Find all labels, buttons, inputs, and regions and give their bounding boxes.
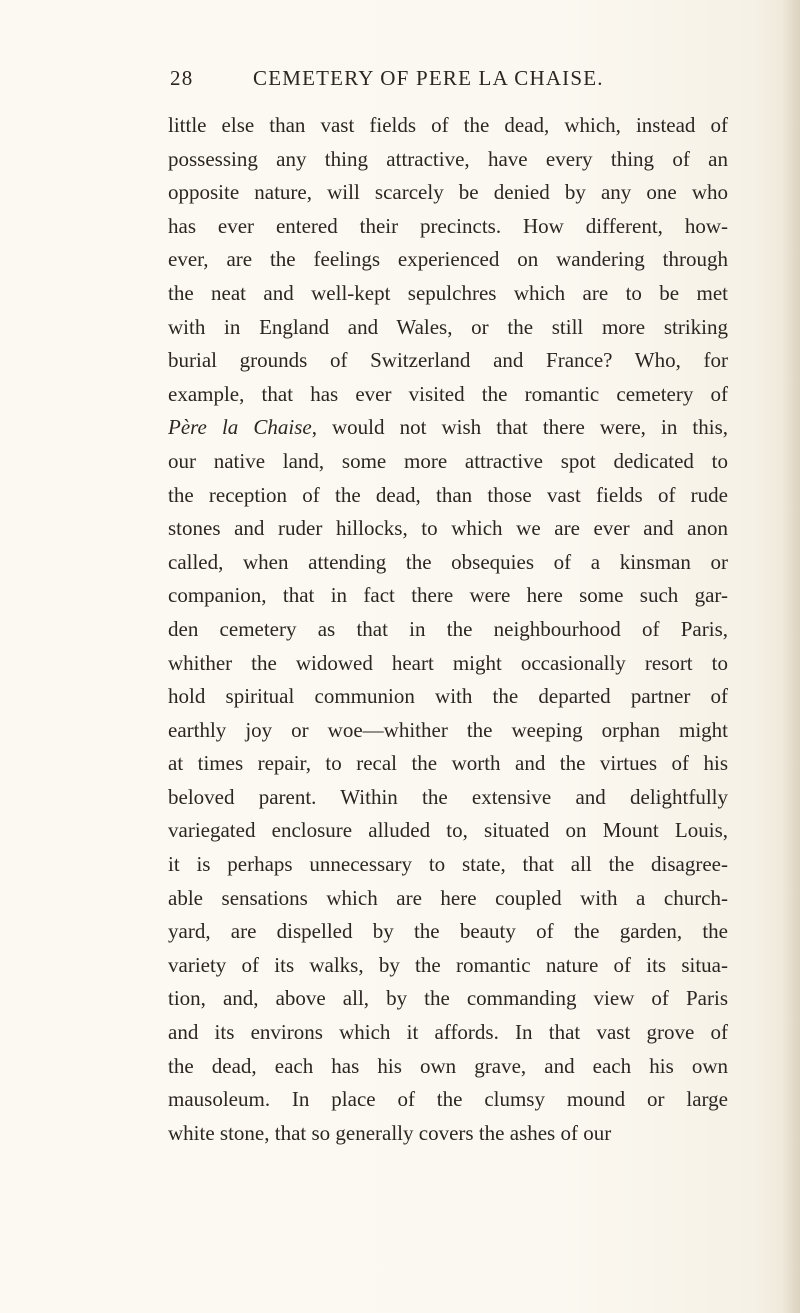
text-line: companion, that in fact there were here some such gar-: [168, 583, 728, 608]
text-line: den cemetery as that in the neighbourhood of Paris,: [168, 616, 728, 641]
text-line: with in England and Wales, or the still more striking: [168, 314, 728, 339]
text-line: [168, 411, 728, 445]
text-line-rest: , would not wish that there were, in this,: [311, 415, 728, 440]
text-line: stones and ruder hillocks, to which we are ever and anon: [168, 516, 728, 541]
text-line: has ever entered their precincts. How different, how-: [168, 213, 728, 238]
text-line: example, that has ever visited the romantic cemetery of: [168, 381, 728, 406]
text-line: earthly joy or woe—whither the weeping orphan might: [168, 717, 728, 742]
text-line: the neat and well-kept sepulchres which are to be met: [168, 280, 728, 305]
text-line: called, when attending the obsequies of a kinsman or: [168, 549, 728, 574]
text-line: and its environs which it affords. In that vast grove of: [168, 1020, 728, 1045]
text-line: variegated enclosure alluded to, situated on Mount Louis,: [168, 818, 728, 843]
italic-title: Père la Chaise: [168, 415, 312, 440]
text-line: opposite nature, will scarcely be denied by any one who: [168, 180, 728, 205]
text-line: possessing any thing attractive, have every thing of an: [168, 146, 728, 171]
text-line: able sensations which are here coupled with a church-: [168, 885, 728, 910]
text-line: mausoleum. In place of the clumsy mound or large: [168, 1087, 728, 1112]
text-line: whither the widowed heart might occasionally resort to: [168, 650, 728, 675]
page-edge-shadow: [782, 0, 800, 1313]
text-line: white stone, that so generally covers the ashes of our: [168, 1120, 612, 1145]
text-line: at times repair, to recal the worth and the virtues of his: [168, 751, 728, 776]
text-line: our native land, some more attractive spot dedicated to: [168, 448, 728, 473]
text-line: little else than vast fields of the dead, which, instead of: [168, 113, 728, 137]
text-line: yard, are dispelled by the beauty of the garden, the: [168, 919, 728, 944]
text-line: the dead, each has his own grave, and each his own: [168, 1053, 728, 1078]
running-head: CEMETERY OF PERE LA CHAISE.: [253, 66, 604, 90]
text-line: burial grounds of Switzerland and France? Who, for: [168, 348, 728, 373]
text-line: variety of its walks, by the romantic nature of its situa-: [168, 952, 728, 977]
text-line: hold spiritual communion with the departed partner of: [168, 684, 728, 709]
body-text: [168, 109, 728, 1150]
text-line: ever, are the feelings experienced on wandering through: [168, 247, 728, 272]
text-line: tion, and, above all, by the commanding view of Paris: [168, 986, 728, 1011]
text-line: the reception of the dead, than those vast fields of rude: [168, 482, 728, 507]
text-line: beloved parent. Within the extensive and delightfully: [168, 784, 728, 809]
page-header: [170, 60, 650, 94]
text-line: it is perhaps unnecessary to state, that all the disagree-: [168, 852, 728, 877]
page-number: 28: [170, 66, 194, 90]
